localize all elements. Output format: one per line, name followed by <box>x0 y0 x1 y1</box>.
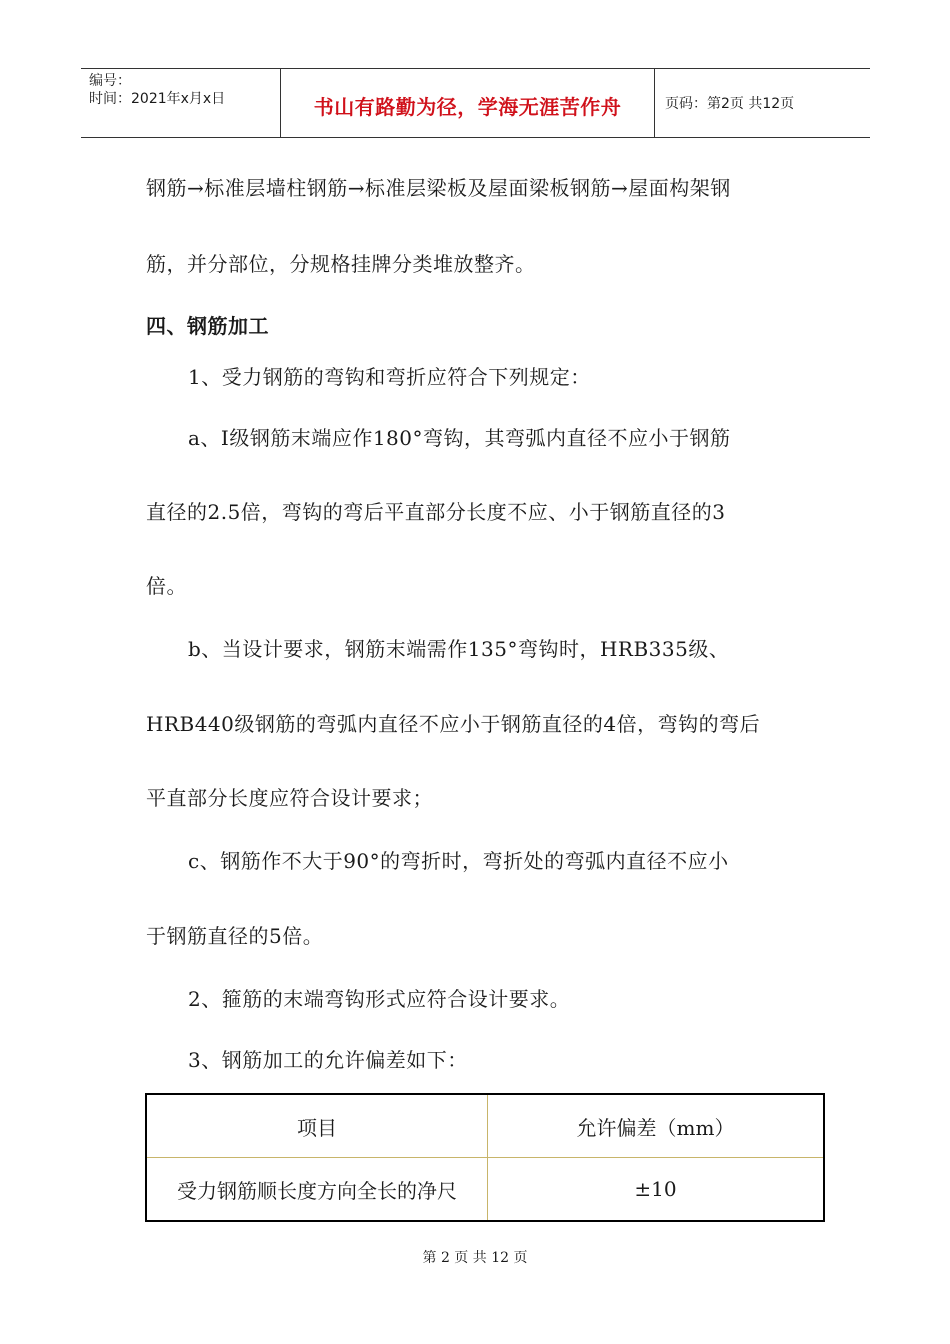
paragraph-line: 倍。 <box>146 574 187 598</box>
header-meta <box>81 69 281 137</box>
section-heading: 四、钢筋加工 <box>146 314 269 338</box>
table-cell: ±10 <box>488 1158 825 1222</box>
table-cell: 受力钢筋顺长度方向全长的净尺 <box>146 1158 488 1222</box>
document-date-label: 时间：2021年x月x日 <box>89 91 226 107</box>
list-item: 3、钢筋加工的允许偏差如下： <box>188 1048 468 1072</box>
paragraph-line: 直径的2.5倍，弯钩的弯后平直部分长度不应、小于钢筋直径的3 <box>146 500 726 524</box>
header-slogan: 书山有路勤为径，学海无涯苦作舟 <box>313 94 622 119</box>
page-footer: 第 2 页 共 12 页 <box>422 1250 528 1266</box>
paragraph-line: 钢筋→标准层墙柱钢筋→标准层梁板及屋面梁板钢筋→屋面构架钢 <box>146 176 731 200</box>
list-item: a、Ⅰ级钢筋末端应作180°弯钩，其弯弧内直径不应小于钢筋 <box>188 426 731 450</box>
table-row <box>146 1158 824 1222</box>
header-page-cell <box>655 69 870 137</box>
table-header-row <box>146 1094 824 1158</box>
document-number-label: 编号： <box>89 73 131 89</box>
table-header-cell: 项目 <box>146 1094 488 1158</box>
table-header-cell: 允许偏差（mm） <box>488 1094 825 1158</box>
paragraph-line: HRB440级钢筋的弯弧内直径不应小于钢筋直径的4倍，弯钩的弯后 <box>146 712 761 736</box>
header-slogan-cell <box>281 69 655 137</box>
list-item: c、钢筋作不大于90°的弯折时，弯折处的弯弧内直径不应小 <box>188 849 729 873</box>
tolerance-table <box>145 1093 825 1222</box>
paragraph-line: 筋，并分部位，分规格挂牌分类堆放整齐。 <box>146 252 536 276</box>
header-page-number: 页码：第2页 共12页 <box>665 96 795 112</box>
page-header <box>81 68 870 138</box>
paragraph-line: 于钢筋直径的5倍。 <box>146 924 324 948</box>
list-item: 2、箍筋的末端弯钩形式应符合设计要求。 <box>188 987 571 1011</box>
list-item: b、当设计要求，钢筋末端需作135°弯钩时，HRB335级、 <box>188 637 730 661</box>
list-item: 1、受力钢筋的弯钩和弯折应符合下列规定： <box>188 365 591 389</box>
paragraph-line: 平直部分长度应符合设计要求； <box>146 786 433 810</box>
